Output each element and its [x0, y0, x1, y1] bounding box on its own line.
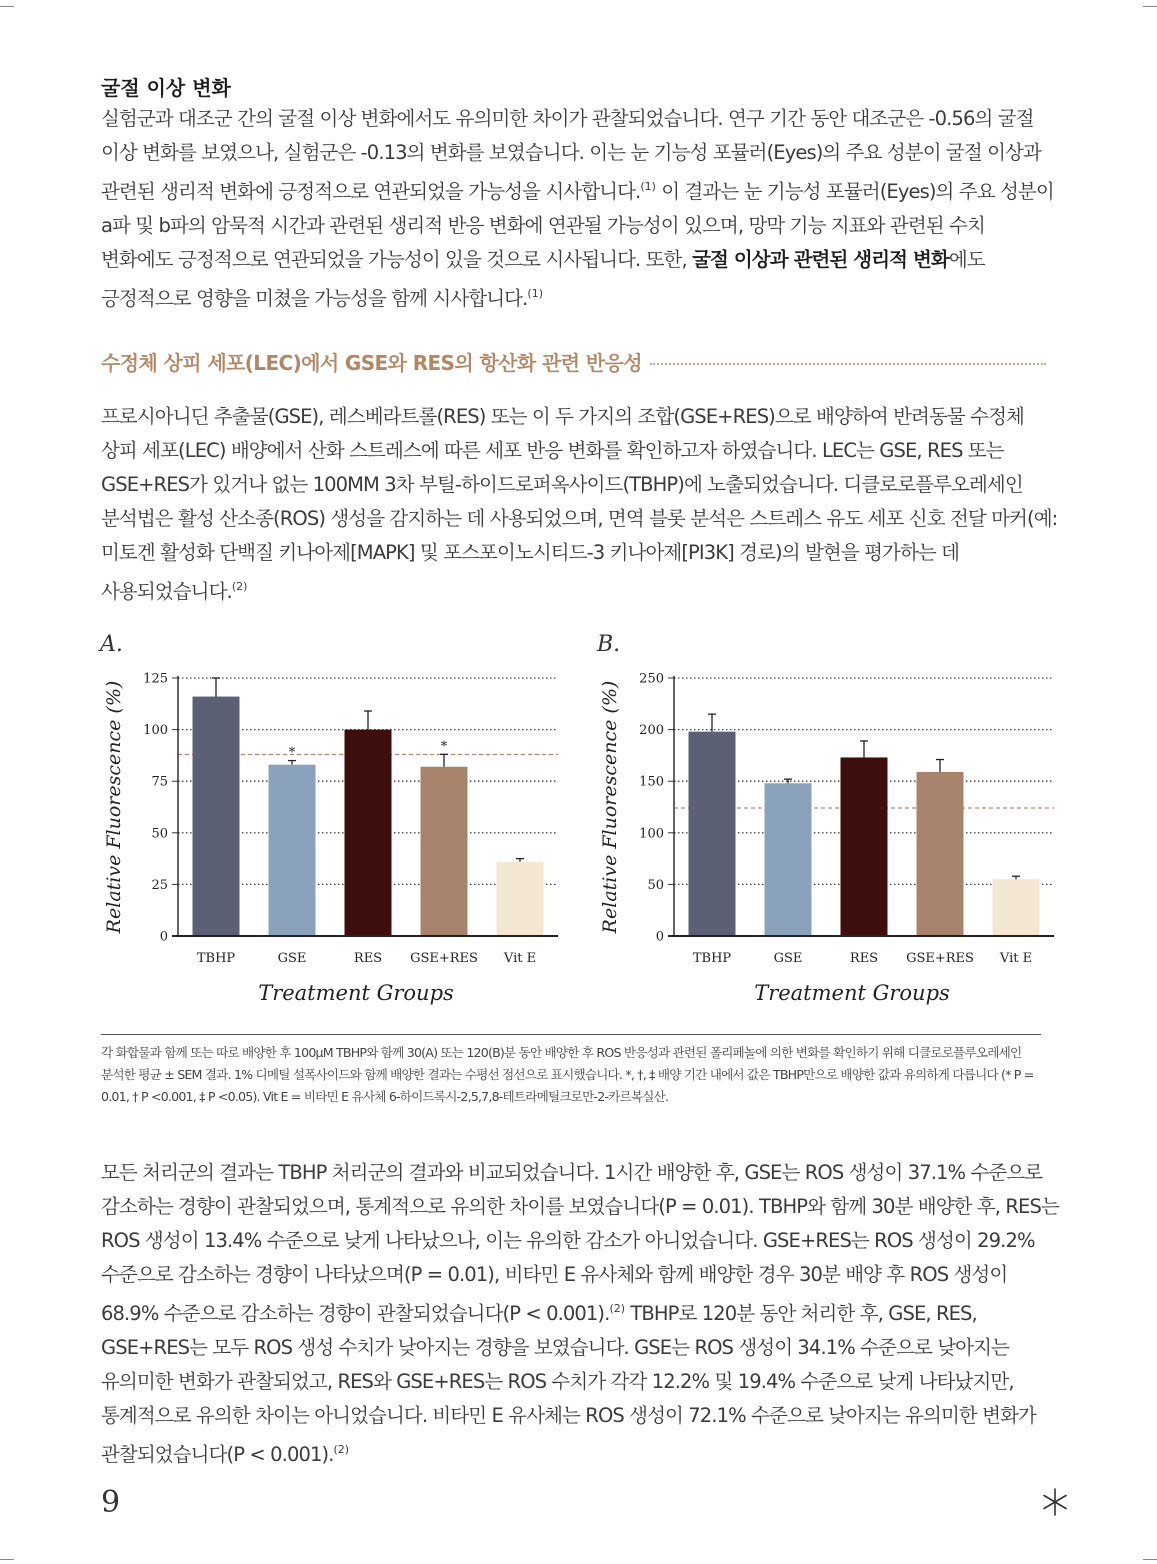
x-category-label: GSE: [773, 951, 803, 966]
x-axis-title: Treatment Groups: [258, 981, 454, 1005]
x-category-label: TBHP: [692, 951, 732, 966]
y-tick-label: 100: [143, 723, 168, 739]
x-category-label: Vit E: [999, 951, 1033, 966]
figure-caption: 각 화합물과 함께 또는 따로 배양한 후 100µM TBHP와 함께 30(A) 또는 120(B)분 동안 배양한 후 ROS 반응성과 관련된 폴리페놀에 의한 변화를 확인하기 위해 디클로로플루오레세인 분석한 평균 ± SEM 결과. 1% 디메틸 설폭사이드와 함께 배양한 결과는 수평선 점선으로 표시했습니다. *, †, ‡ 배양 기간 내에서 값은 TBHP만으로 배양한 값과 유의하게 다릅니다 (* P = 0.01, † P <0.001, ‡ P <0.05). Vit E = 비타민 E 유사체 6-하이드록시-2,5,7,8-테트라메틸크로만-2-카르복실산.: [101, 1045, 1034, 1104]
x-category-label: GSE+RES: [906, 951, 974, 966]
caption-divider: [101, 1034, 1041, 1035]
y-tick-label: 75: [151, 774, 168, 790]
bar-tbhp: [689, 732, 736, 936]
y-tick-label: 100: [639, 826, 664, 842]
y-tick-label: 0: [655, 929, 664, 945]
refraction-text-c: 에도 긍정적으로 영향을 미쳤을 가능성을 함께 시사합니다.: [101, 248, 985, 310]
refraction-text-b: 이 결과는 눈 기능성 포뮬러(Eyes)의 주요 성분이 a파 및 b파의 암묵적 시간과 관련된 생리적 반응 변화에 연관될 가능성이 있으며, 망막 기능 지표와 관련된 수치 변화에도 긍정적으로 연관되었을 가능성이 있을 것으로 시사됩니다. 또한,: [101, 180, 1054, 271]
x-axis-title: Treatment Groups: [754, 981, 950, 1005]
reference-2c: (2): [333, 1443, 350, 1456]
bar-res: [345, 730, 392, 936]
y-tick-label: 200: [639, 723, 664, 739]
y-tick-label: 250: [639, 671, 664, 687]
bar-gse-res: [917, 772, 964, 936]
x-category-label: TBHP: [196, 951, 236, 966]
page-number: 9: [101, 1485, 121, 1520]
bar-tbhp: [193, 697, 240, 936]
y-axis-title: Relative Fluorescence (%): [103, 680, 125, 934]
x-category-label: RES: [353, 951, 383, 966]
crop-mark-bottom-left: [0, 1559, 14, 1560]
chart-panel-a: [96, 660, 566, 1010]
reference-2b: (2): [609, 1302, 626, 1315]
x-category-label: GSE: [277, 951, 307, 966]
bar-res: [841, 757, 888, 936]
x-category-label: GSE+RES: [410, 951, 478, 966]
reference-1b: (1): [527, 287, 543, 300]
significance-marker: *: [288, 745, 296, 761]
bar-gse: [765, 783, 812, 936]
y-tick-label: 0: [159, 929, 168, 945]
y-tick-label: 50: [647, 877, 664, 893]
y-tick-label: 125: [143, 671, 168, 687]
lec-heading-text: 수정체 상피 세포(LEC)에서 GSE와 RES의 항산화 관련 반응성: [101, 350, 642, 375]
refraction-text-a: 실험군과 대조군 간의 굴절 이상 변화에서도 유의미한 차이가 관찰되었습니다. 연구 기간 동안 대조군은 -0.56의 굴절 이상 변화를 보였으나, 실험군은 -0.13의 변화를 보였습니다. 이는 눈 기능성 포뮬러(Eyes)의 주요 성분이 굴절 이상과 관련된 생리적 변화에 긍정적으로 연관되었을 가능성을 시사합니다.: [101, 107, 1041, 203]
bar-gse-res: [421, 767, 468, 936]
bar-vit-e: [497, 862, 544, 936]
panel-a-label: A.: [100, 632, 123, 657]
bar-gse: [269, 765, 316, 936]
results-paragraph: [101, 1156, 1061, 1472]
lec-section-heading: [101, 344, 1046, 378]
refraction-heading: 굴절 이상 변화: [101, 76, 231, 100]
reference-1: (1): [640, 180, 656, 193]
y-axis-title: Relative Fluorescence (%): [599, 680, 621, 934]
crop-mark-bottom-right: [1143, 1559, 1157, 1560]
x-category-label: RES: [849, 951, 879, 966]
lec-paragraph: [101, 400, 1061, 609]
reference-2: (2): [231, 580, 248, 593]
asterisk-ornament-icon: [1041, 1488, 1069, 1516]
crop-mark-top-left: [0, 6, 14, 7]
chart-panel-b: [592, 660, 1062, 1010]
crop-mark-top-right: [1143, 6, 1157, 7]
x-category-label: Vit E: [503, 951, 537, 966]
lec-text: 프로시아니딘 추출물(GSE), 레스베라트롤(RES) 또는 이 두 가지의 조합(GSE+RES)으로 배양하여 반려동물 수정체 상피 세포(LEC) 배양에서 산화 스트레스에 따른 세포 반응 변화를 확인하고자 하였습니다. LEC는 GSE, RES 또는 GSE+RES가 있거나 없는 100MM 3차 부틸-하이드로퍼옥사이드(TBHP)에 노출되었습니다. 디클로로플루오레세인 분석법은 활성 산소종(ROS) 생성을 감지하는 데 사용되었으며, 면역 블롯 분석은 스트레스 유도 세포 신호 전달 마커(예: 미토겐 활성화 단백질 키나아제[MAPK] 및 포스포이노시티드-3 키나아제[PI3K] 경로)의 발현을 평가하는 데 사용되었습니다.: [101, 405, 1058, 603]
heading-dotted-leader: [650, 363, 1046, 365]
refraction-bold-text: 굴절 이상과 관련된 생리적 변화: [692, 248, 949, 271]
bar-vit-e: [993, 879, 1040, 936]
y-tick-label: 25: [151, 877, 168, 893]
y-tick-label: 150: [639, 774, 664, 790]
refraction-paragraph: [101, 102, 1061, 316]
panel-b-label: B.: [597, 632, 621, 657]
y-tick-label: 50: [151, 826, 168, 842]
results-text-b: TBHP로 120분 동안 처리한 후, GSE, RES, GSE+RES는 모두 ROS 생성 수치가 낮아지는 경향을 보였습니다. GSE는 ROS 생성이 34.1% 수준으로 낮아지는 유의미한 변화가 관찰되었고, RES와 GSE+RES는 ROS 수치가 각각 12.2% 및 19.4% 수준으로 낮게 나타났지만, 통계적으로 유의한 차이는 아니었습니다. 비타민 E 유사체는 ROS 생성이 72.1% 수준으로 낮아지는 유의미한 변화가 관찰되었습니다(P < 0.001).: [101, 1302, 1036, 1466]
results-text-a: 모든 처리군의 결과는 TBHP 처리군의 결과와 비교되었습니다. 1시간 배양한 후, GSE는 ROS 생성이 37.1% 수준으로 감소하는 경향이 관찰되었으며, 통계적으로 유의한 차이를 보였습니다(P = 0.01). TBHP와 함께 30분 배양한 후, RES는 ROS 생성이 13.4% 수준으로 낮게 나타났으나, 이는 유의한 감소가 아니었습니다. GSE+RES는 ROS 생성이 29.2% 수준으로 감소하는 경향이 나타났으며(P = 0.01), 비타민 E 유사체와 함께 배양한 경우 30분 배양 후 ROS 생성이 68.9% 수준으로 감소하는 경향이 관찰되었습니다(P < 0.001).: [101, 1161, 1059, 1325]
significance-marker: *: [440, 739, 448, 755]
